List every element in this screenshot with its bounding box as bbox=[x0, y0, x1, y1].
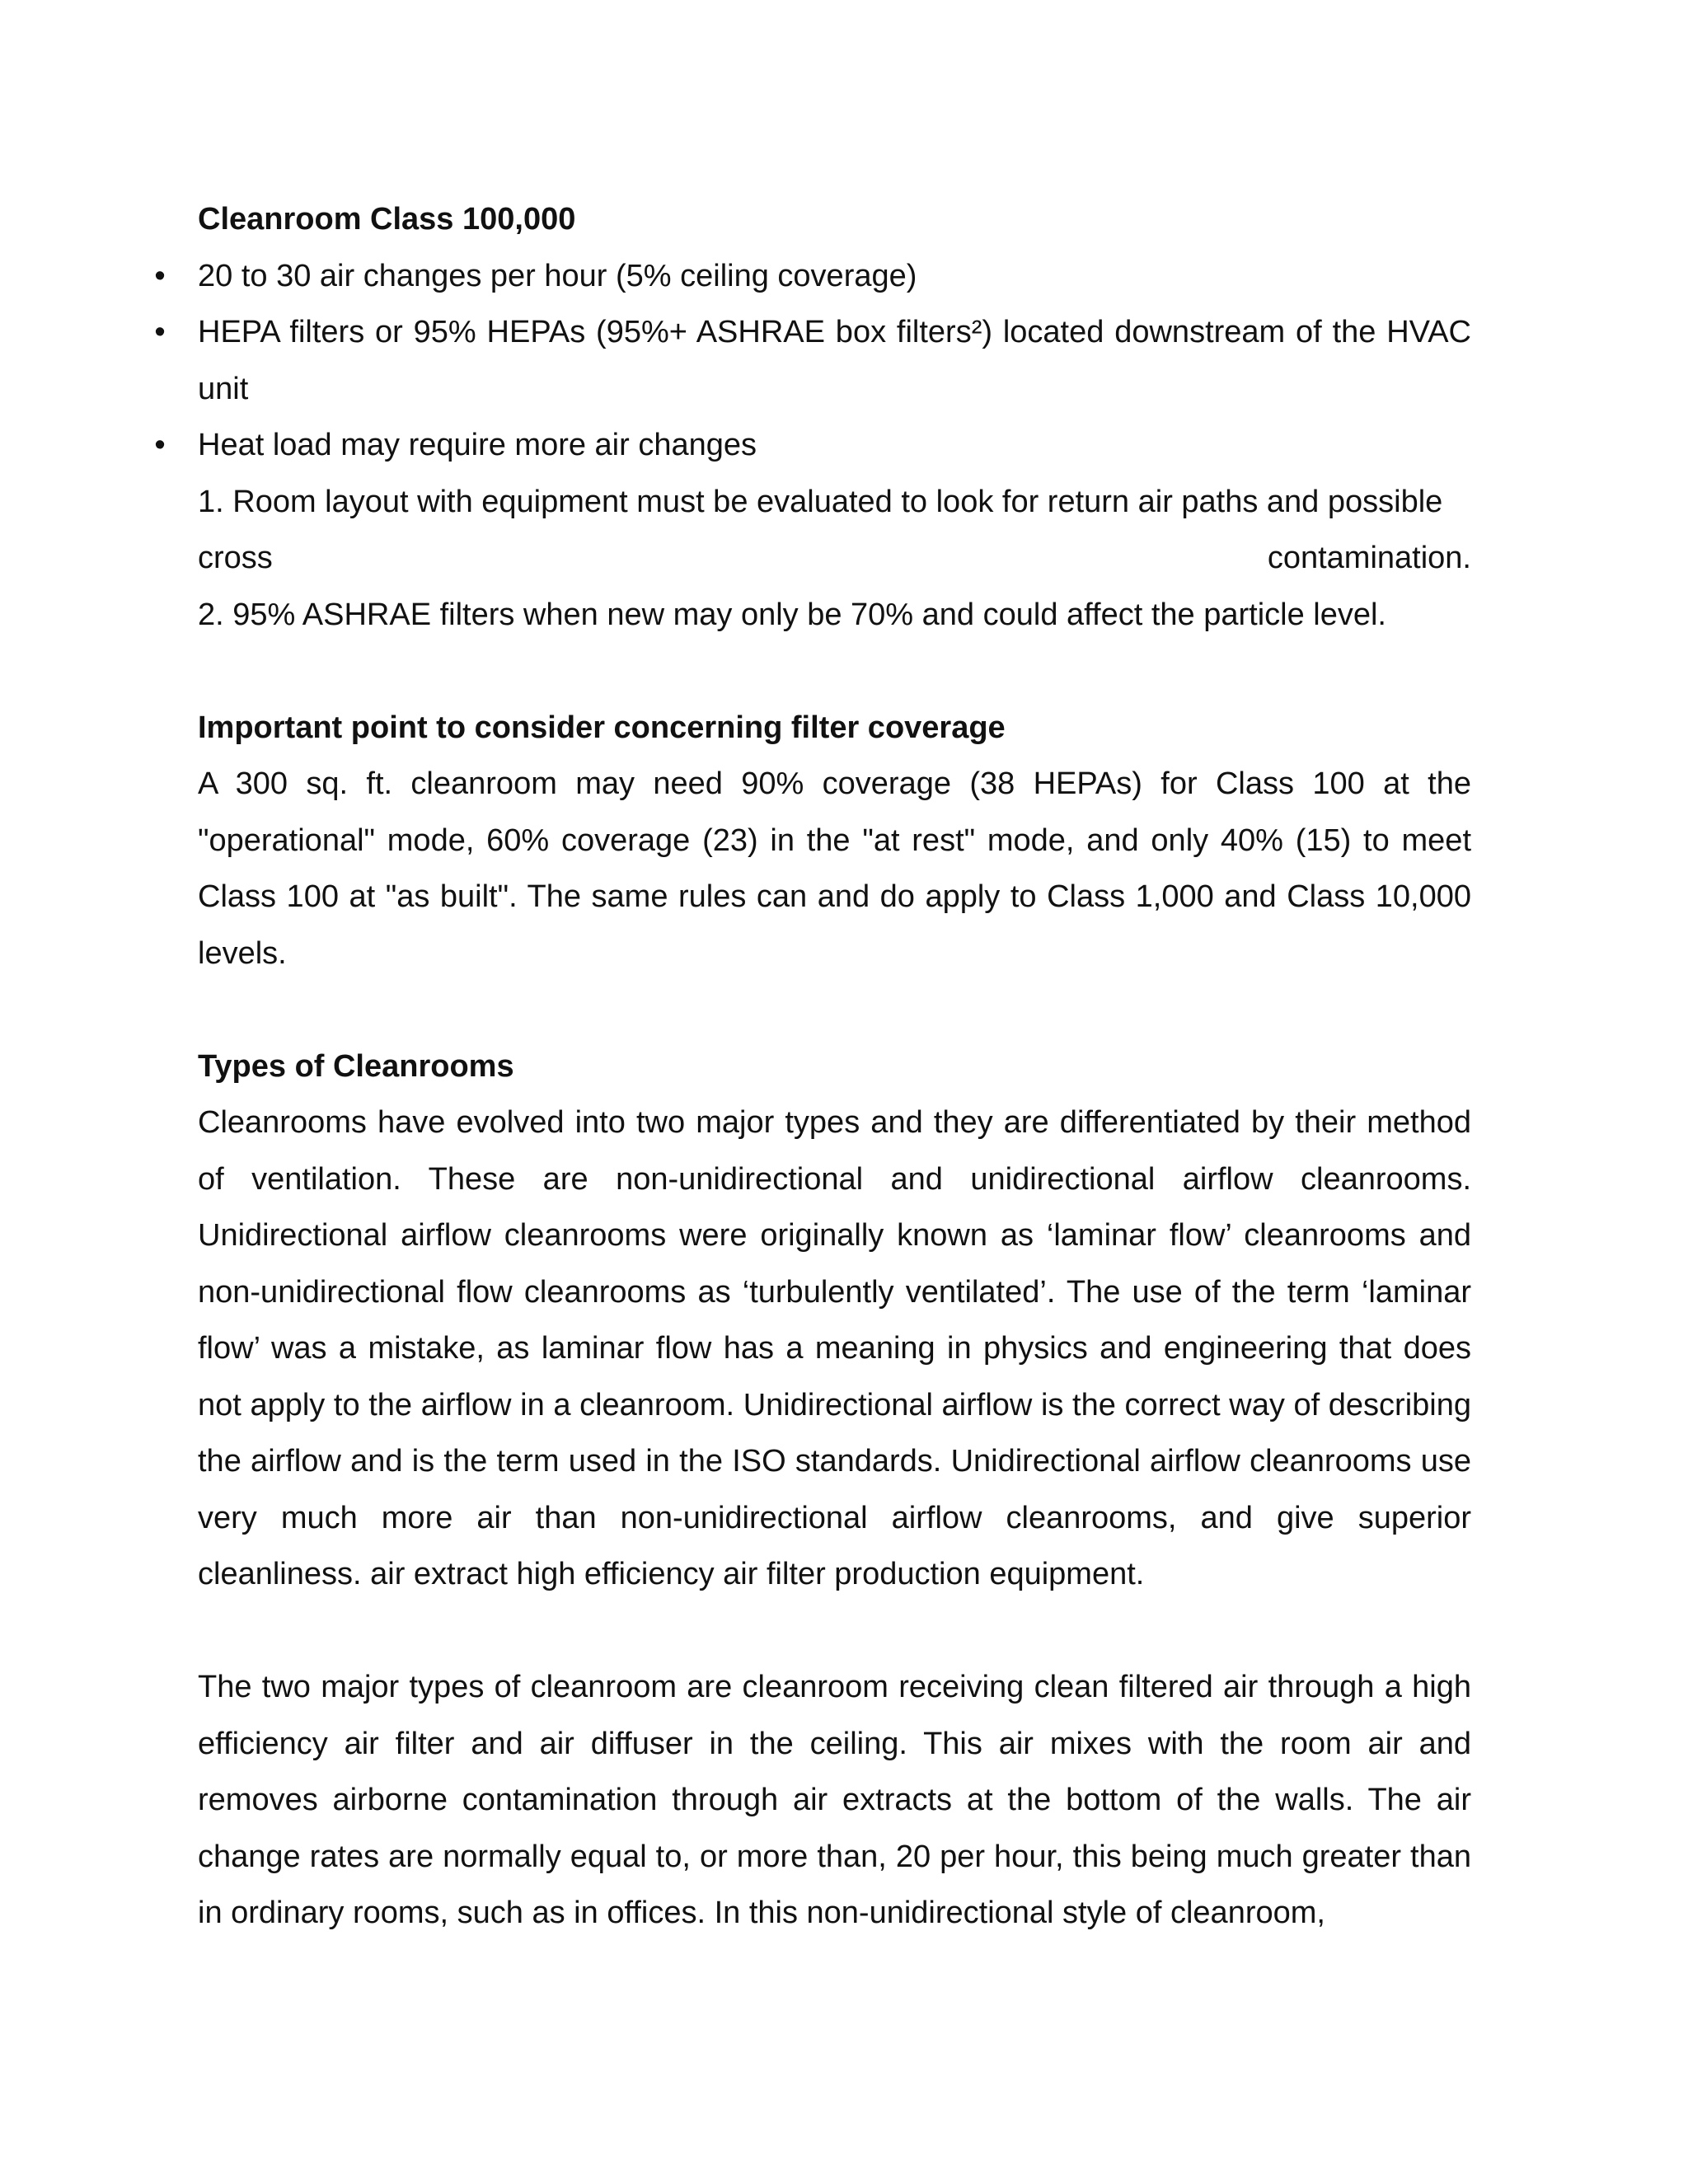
list-item bbox=[154, 304, 1471, 417]
spacer bbox=[198, 982, 1471, 1038]
spacer bbox=[198, 643, 1471, 700]
list-item-text: Heat load may require more air changes bbox=[198, 428, 757, 462]
heading-cleanroom-class-100000: Cleanroom Class 100,000 bbox=[198, 202, 576, 237]
heading-filter-coverage: Important point to consider concerning filter coverage bbox=[198, 710, 1006, 745]
list-item bbox=[154, 417, 1471, 474]
note-2-line: 2. 95% ASHRAE filters when new may only be 70% and could affect the particle level. bbox=[198, 597, 1386, 632]
heading-types-of-cleanrooms: Types of Cleanrooms bbox=[198, 1048, 514, 1084]
spacer bbox=[198, 1603, 1471, 1660]
bullet-list bbox=[154, 248, 1471, 474]
paragraph-types-1: Cleanrooms have evolved into two major types and they are differentiated by their method of ventilation. These are non-unidirectional and unidirectional airflow cleanrooms. Unidirectional airflow cleanrooms were originally known as ‘laminar flow’ cleanrooms and non-unidirectional flow cleanrooms as ‘turbulently ventilated’. The use of the term ‘laminar flow’ was a mistake, as laminar flow has a meaning in physics and engineering that does not apply to the airflow in a cleanroom. Unidirectional airflow is the correct way of describing the airflow and is the term used in the ISO standards. Unidirectional airflow cleanrooms use very much more air than non-unidirectional airflow cleanrooms, and give superior cleanliness. air extract high efficiency air filter production equipment. bbox=[198, 1105, 1471, 1591]
note-1-contamination: contamination. bbox=[1267, 541, 1471, 575]
bullet-icon: • bbox=[154, 258, 166, 293]
bullet-icon: • bbox=[154, 315, 166, 349]
document-content bbox=[154, 191, 1471, 1942]
paragraph-types-2: The two major types of cleanroom are cleanroom receiving clean filtered air through a high efficiency air filter and air diffuser in the ceiling. This air mixes with the room air and removes airborne contamination through air extracts at the bottom of the walls. The air change rates are normally equal to, or more than, 20 per hour, this being much greater than in ordinary rooms, such as in offices. In this non-unidirectional style of cleanroom, bbox=[198, 1670, 1471, 1930]
bullet-icon: • bbox=[154, 428, 166, 462]
paragraph-filter-coverage: A 300 sq. ft. cleanroom may need 90% coverage (38 HEPAs) for Class 100 at the "operational" mode, 60% coverage (23) in the "at rest" mode, and only 40% (15) to meet Class 100 at "as built". The same rules can and do apply to Class 1,000 and Class 10,000 levels. bbox=[198, 766, 1471, 971]
note-1-continuation bbox=[198, 530, 1471, 587]
list-item-text: 20 to 30 air changes per hour (5% ceiling coverage) bbox=[198, 258, 917, 293]
list-item-text: HEPA filters or 95% HEPAs (95%+ ASHRAE box filters²) located downstream of the HVAC unit bbox=[198, 315, 1471, 406]
note-1-cross: cross bbox=[198, 541, 273, 575]
note-1-line: 1. Room layout with equipment must be evaluated to look for return air paths and possible bbox=[198, 484, 1443, 519]
list-item bbox=[154, 248, 1471, 305]
